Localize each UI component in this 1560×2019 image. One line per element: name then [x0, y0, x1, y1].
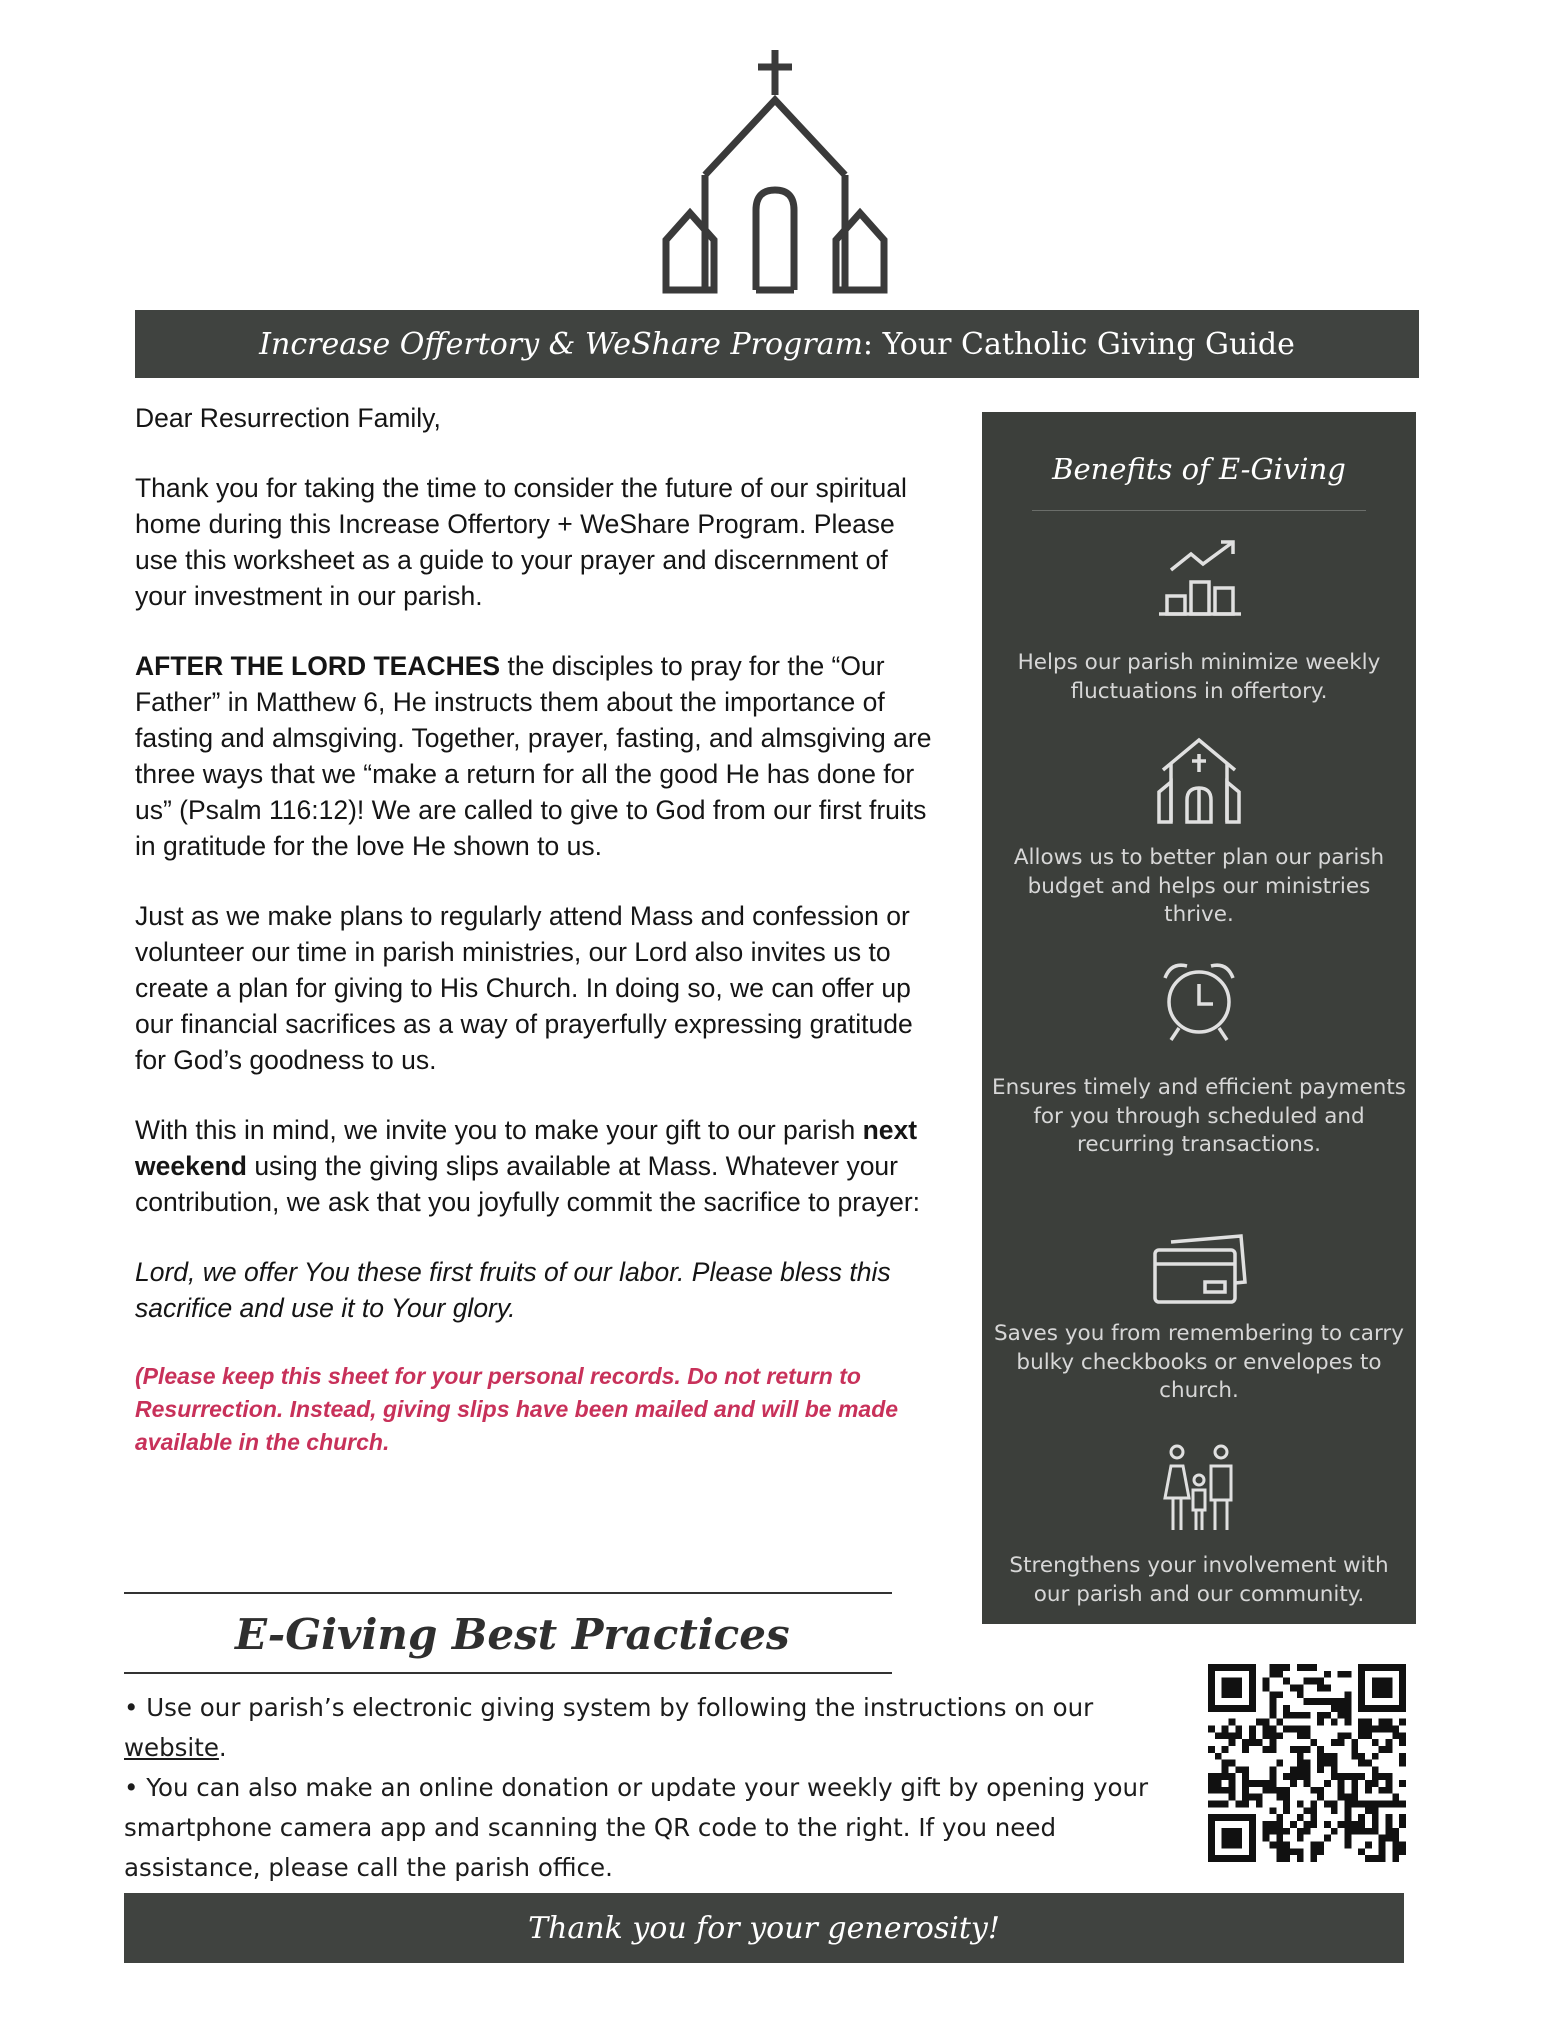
page-title-bar — [135, 310, 1419, 378]
credit-cards-icon — [1149, 1220, 1249, 1320]
benefit-text-1: Helps our parish minimize weekly fluctuations in offertory. — [1017, 650, 1381, 704]
best-practices-heading: E-Giving Best Practices — [235, 1610, 790, 1659]
benefits-divider — [1032, 510, 1366, 511]
best-practice-item-2: • You can also make an online donation or update your weekly gift by opening your smartphone camera app and scanning the QR code to the right. If you need assistance, please call the parish office. — [124, 1773, 1149, 1882]
paragraph-2-text: the disciples to pray for the “Our Father” in Matthew 6, He instructs them about the importance of fasting and almsgiving. Together, prayer, fasting, and almsgiving are three ways that we “make a return for all the good He has done for us” (Psalm 116:12)! We are called to give to God from our first fruits in gratitude for the love He shown to us. — [135, 651, 932, 861]
next-weekend-bold: next weekend — [135, 1115, 918, 1181]
records-note: (Please keep this sheet for your personal records. Do not return to Resurrection. Instead, giving slips have been mailed and will be made available in the church. — [135, 1363, 899, 1455]
benefits-sidebar — [982, 412, 1416, 1624]
best-practices-top-rule — [124, 1592, 892, 1594]
lead-in-bold: AFTER THE LORD TEACHES — [135, 651, 501, 681]
letter-paragraph-4 — [135, 1112, 935, 1220]
best-practice-item-1 — [124, 1688, 1184, 1768]
benefit-text-5: Strengthens your involvement with our parish and our community. — [1009, 1553, 1389, 1607]
item-1-text: • Use our parish’s electronic giving system by following the instructions on our — [124, 1693, 1094, 1722]
benefit-text-2: Allows us to better plan our parish budget and helps our ministries thrive. — [1013, 845, 1385, 927]
chart-growth-icon — [1149, 530, 1249, 630]
family-icon — [1149, 1440, 1249, 1540]
benefits-title: Benefits of E-Giving — [1052, 452, 1346, 486]
letter-paragraph-1: Thank you for taking the time to consider the future of our spiritual home during this Increase Offertory + WeShare Program. Please use this worksheet as a guide to your prayer and discernment of your investment in our parish. — [135, 473, 907, 611]
paragraph-4-text-b: using the giving slips available at Mass. Whatever your contribution, we ask that you joyfully commit the sacrifice to prayer: — [135, 1151, 921, 1217]
paragraph-4-text-a: With this in mind, we invite you to make your gift to our parish — [135, 1115, 863, 1145]
offering-prayer: Lord, we offer You these first fruits of our labor. Please bless this sacrifice and use it to Your glory. — [135, 1257, 891, 1323]
qr-code-icon[interactable] — [1208, 1664, 1406, 1862]
item-1-period: . — [218, 1733, 227, 1762]
letter-paragraph-3: Just as we make plans to regularly attend Mass and confession or volunteer our time in parish ministries, our Lord also invites us to create a plan for giving to His Church. In doing so, we can offer up our financial sacrifices as a way of prayerfully expressing gratitude for God’s goodness to us. — [135, 901, 913, 1075]
footer-bar — [124, 1893, 1404, 1963]
footer-thanks: Thank you for your generosity! — [528, 1910, 1000, 1946]
title-subtitle: : Your Catholic Giving Guide — [862, 326, 1295, 362]
letter-body — [135, 400, 935, 1493]
alarm-clock-icon — [1149, 952, 1249, 1052]
best-practices-list — [124, 1688, 1184, 1888]
salutation: Dear Resurrection Family, — [135, 403, 441, 433]
best-practices-bottom-rule — [124, 1672, 892, 1674]
church-icon — [1149, 730, 1249, 830]
page-title — [259, 327, 1295, 362]
letter-paragraph-2 — [135, 648, 935, 864]
church-logo-icon — [650, 45, 900, 295]
website-link[interactable]: website — [124, 1733, 219, 1762]
title-program-name: Increase Offertory & WeShare Program — [259, 326, 863, 362]
benefit-text-4: Saves you from remembering to carry bulky checkbooks or envelopes to church. — [994, 1321, 1404, 1403]
benefit-text-3: Ensures timely and efficient payments for you through scheduled and recurring transactions. — [992, 1075, 1406, 1157]
